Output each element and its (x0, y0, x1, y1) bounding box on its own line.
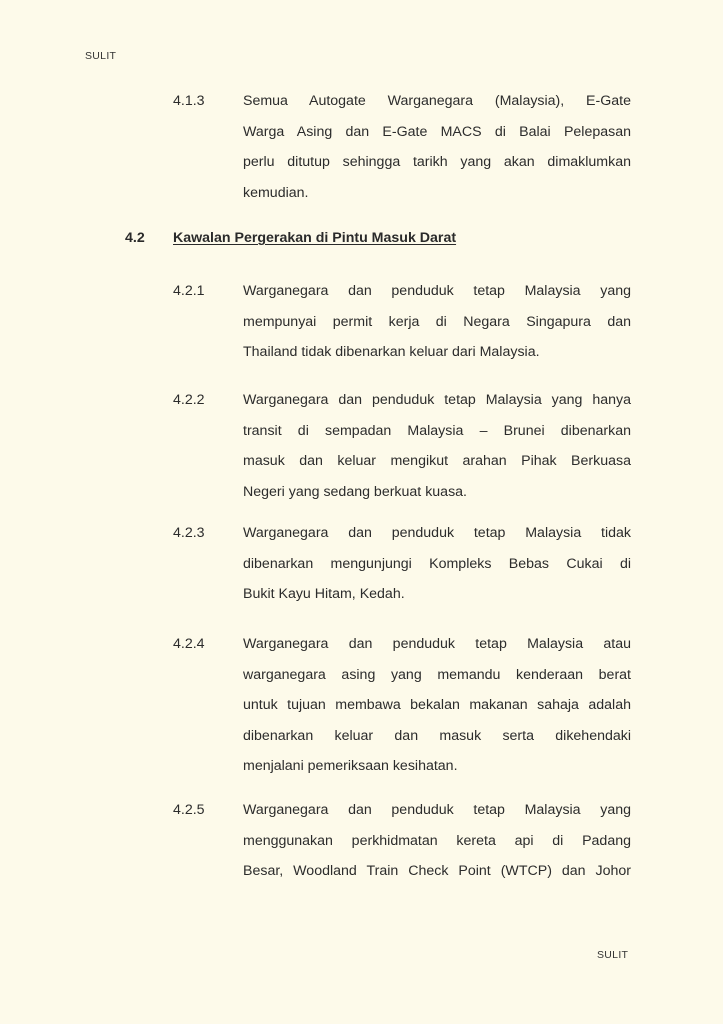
paragraph-line: Thailand tidak dibenarkan keluar dari Malaysia. (243, 344, 540, 360)
paragraph-line: Negeri yang sedang berkuat kuasa. (243, 483, 467, 500)
paragraph-line: Warganegara dan penduduk tetap Malaysia yang (243, 283, 631, 299)
paragraph-line: Warganegara dan penduduk tetap Malaysia yang (243, 802, 631, 818)
paragraph-line: Bukit Kayu Hitam, Kedah. (243, 586, 405, 602)
paragraph-line: mempunyai permit kerja di Negara Singapura dan (243, 313, 631, 330)
item-number: 4.2.2 (173, 392, 205, 408)
paragraph-line: Semua Autogate Warganegara (Malaysia), E-Gate (243, 93, 631, 109)
paragraph-line: masuk dan keluar mengikut arahan Pihak Berkuasa (243, 453, 631, 469)
section-paragraph (243, 86, 631, 208)
item-paragraph (243, 629, 631, 782)
paragraph-line: menggunakan perkhidmatan kereta api di Padang (243, 832, 631, 849)
section-heading-title: Kawalan Pergerakan di Pintu Masuk Darat (173, 230, 457, 246)
paragraph-line: Besar, Woodland Train Check Point (WTCP) dan Johor (243, 863, 631, 879)
paragraph-line: Warga Asing dan E-Gate MACS di Balai Pelepasan (243, 123, 631, 140)
paragraph-line: Warganegara dan penduduk tetap Malaysia tidak (243, 525, 631, 541)
paragraph-line: dibenarkan mengunjungi Kompleks Bebas Cukai di (243, 555, 631, 572)
footer-classification: SULIT (597, 949, 629, 961)
paragraph-line: transit di sempadan Malaysia – Brunei dibenarkan (243, 422, 631, 439)
paragraph-line: menjalani pemeriksaan kesihatan. (243, 758, 458, 774)
item-paragraph (243, 518, 631, 610)
item-number: 4.2.1 (173, 283, 205, 299)
header-classification: SULIT (85, 50, 117, 62)
paragraph-line: kemudian. (243, 184, 309, 201)
paragraph-line: warganegara asing yang memandu kenderaan berat (243, 666, 631, 683)
paragraph-line: perlu ditutup sehingga tarikh yang akan dimaklumkan (243, 154, 631, 170)
section-number: 4.1.3 (173, 93, 205, 109)
paragraph-line: Warganegara dan penduduk tetap Malaysia atau (243, 636, 631, 652)
paragraph-line: dibenarkan keluar dan masuk serta dikehendaki (243, 727, 631, 744)
item-paragraph (243, 385, 631, 507)
section-heading-number: 4.2 (125, 230, 145, 246)
item-paragraph (243, 795, 631, 887)
item-number: 4.2.3 (173, 525, 205, 541)
item-number: 4.2.4 (173, 636, 205, 652)
item-paragraph (243, 276, 631, 368)
item-number: 4.2.5 (173, 802, 205, 818)
paragraph-line: Warganegara dan penduduk tetap Malaysia yang hanya (243, 392, 631, 408)
paragraph-line: untuk tujuan membawa bekalan makanan sahaja adalah (243, 697, 631, 713)
